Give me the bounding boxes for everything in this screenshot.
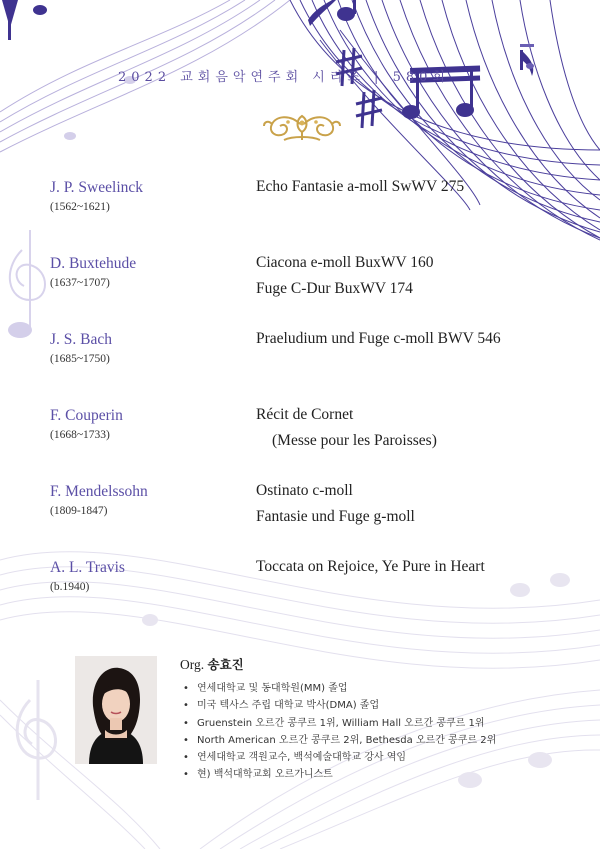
composer-years: (1685~1750)	[50, 353, 110, 365]
work-title: Ostinato c-moll	[256, 482, 353, 499]
bullet-icon: •	[183, 752, 189, 764]
bio-item	[183, 732, 496, 749]
works-buxtehude	[256, 250, 434, 302]
composer-years: (1668~1733)	[50, 429, 110, 441]
composer-couperin	[50, 407, 123, 441]
composer-years: (1562~1621)	[50, 201, 110, 213]
work-title: Fantasie und Fuge g-moll	[256, 508, 415, 525]
work-subtitle: (Messe pour les Paroisses)	[272, 432, 437, 449]
composer-years: (1809-1847)	[50, 505, 108, 517]
composer-name: F. Couperin	[50, 407, 123, 424]
bio-item	[183, 749, 496, 766]
bullet-icon: •	[183, 683, 189, 694]
bio-item	[183, 766, 496, 783]
composer-name: F. Mendelssohn	[50, 483, 148, 500]
performer-heading	[180, 655, 244, 673]
bio-text: 연세대학교 및 동대학원(MM) 졸업	[197, 683, 348, 694]
bullet-icon: •	[183, 717, 189, 729]
bio-text: 연세대학교 객원교수, 백석예술대학교 강사 역임	[197, 752, 407, 764]
performer-bio-list	[183, 680, 496, 784]
bio-text: North American 오르간 콩쿠르 2위, Bethesda 오르간 콩쿠르 2위	[197, 734, 497, 746]
work-title: Praeludium und Fuge c-moll BWV 546	[256, 330, 501, 347]
performer-role: Org.	[180, 657, 205, 672]
gold-ornament-icon	[262, 110, 342, 144]
bio-item	[183, 680, 496, 697]
composer-name: J. P. Sweelinck	[50, 179, 143, 196]
work-title: Echo Fantasie a-moll SwWV 275	[256, 178, 465, 195]
composer-travis	[50, 559, 125, 593]
composer-mendelssohn	[50, 483, 148, 517]
bio-text: 현) 백석대학교회 오르가니스트	[197, 769, 333, 781]
works-sweelinck	[256, 174, 464, 200]
bullet-icon: •	[183, 734, 189, 746]
performer-name: 송효진	[207, 657, 244, 672]
work-title: Ciacona e-moll BuxWV 160	[256, 254, 434, 271]
composer-sweelinck	[50, 179, 143, 213]
bullet-icon: •	[183, 769, 189, 781]
bio-text: 미국 텍사스 주립 대학교 박사(DMA) 졸업	[197, 700, 380, 712]
work-title: Toccata on Rejoice, Ye Pure in Heart	[256, 558, 485, 575]
bio-text: Gruenstein 오르간 콩쿠르 1위, William Hall 오르간 콩쿠르 1위	[197, 717, 485, 729]
performer-photo	[75, 656, 157, 764]
composer-bach	[50, 331, 112, 365]
composer-years: (1637~1707)	[50, 277, 110, 289]
composer-years: (b.1940)	[50, 581, 90, 593]
bullet-icon: •	[183, 700, 189, 712]
works-couperin	[256, 402, 437, 454]
composer-name: A. L. Travis	[50, 559, 125, 576]
work-title: Récit de Cornet	[256, 406, 354, 423]
works-mendelssohn	[256, 478, 415, 530]
works-bach	[256, 326, 501, 352]
bio-item	[183, 715, 496, 732]
work-title: Fuge C-Dur BuxWV 174	[256, 280, 413, 297]
works-travis	[256, 554, 485, 580]
composer-name: D. Buxtehude	[50, 255, 137, 272]
bio-item	[183, 697, 496, 714]
composer-name: J. S. Bach	[50, 331, 112, 348]
composer-buxtehude	[50, 255, 136, 289]
concert-series-title: 2022 교회음악연주회 시리즈 | 580회	[118, 70, 450, 85]
